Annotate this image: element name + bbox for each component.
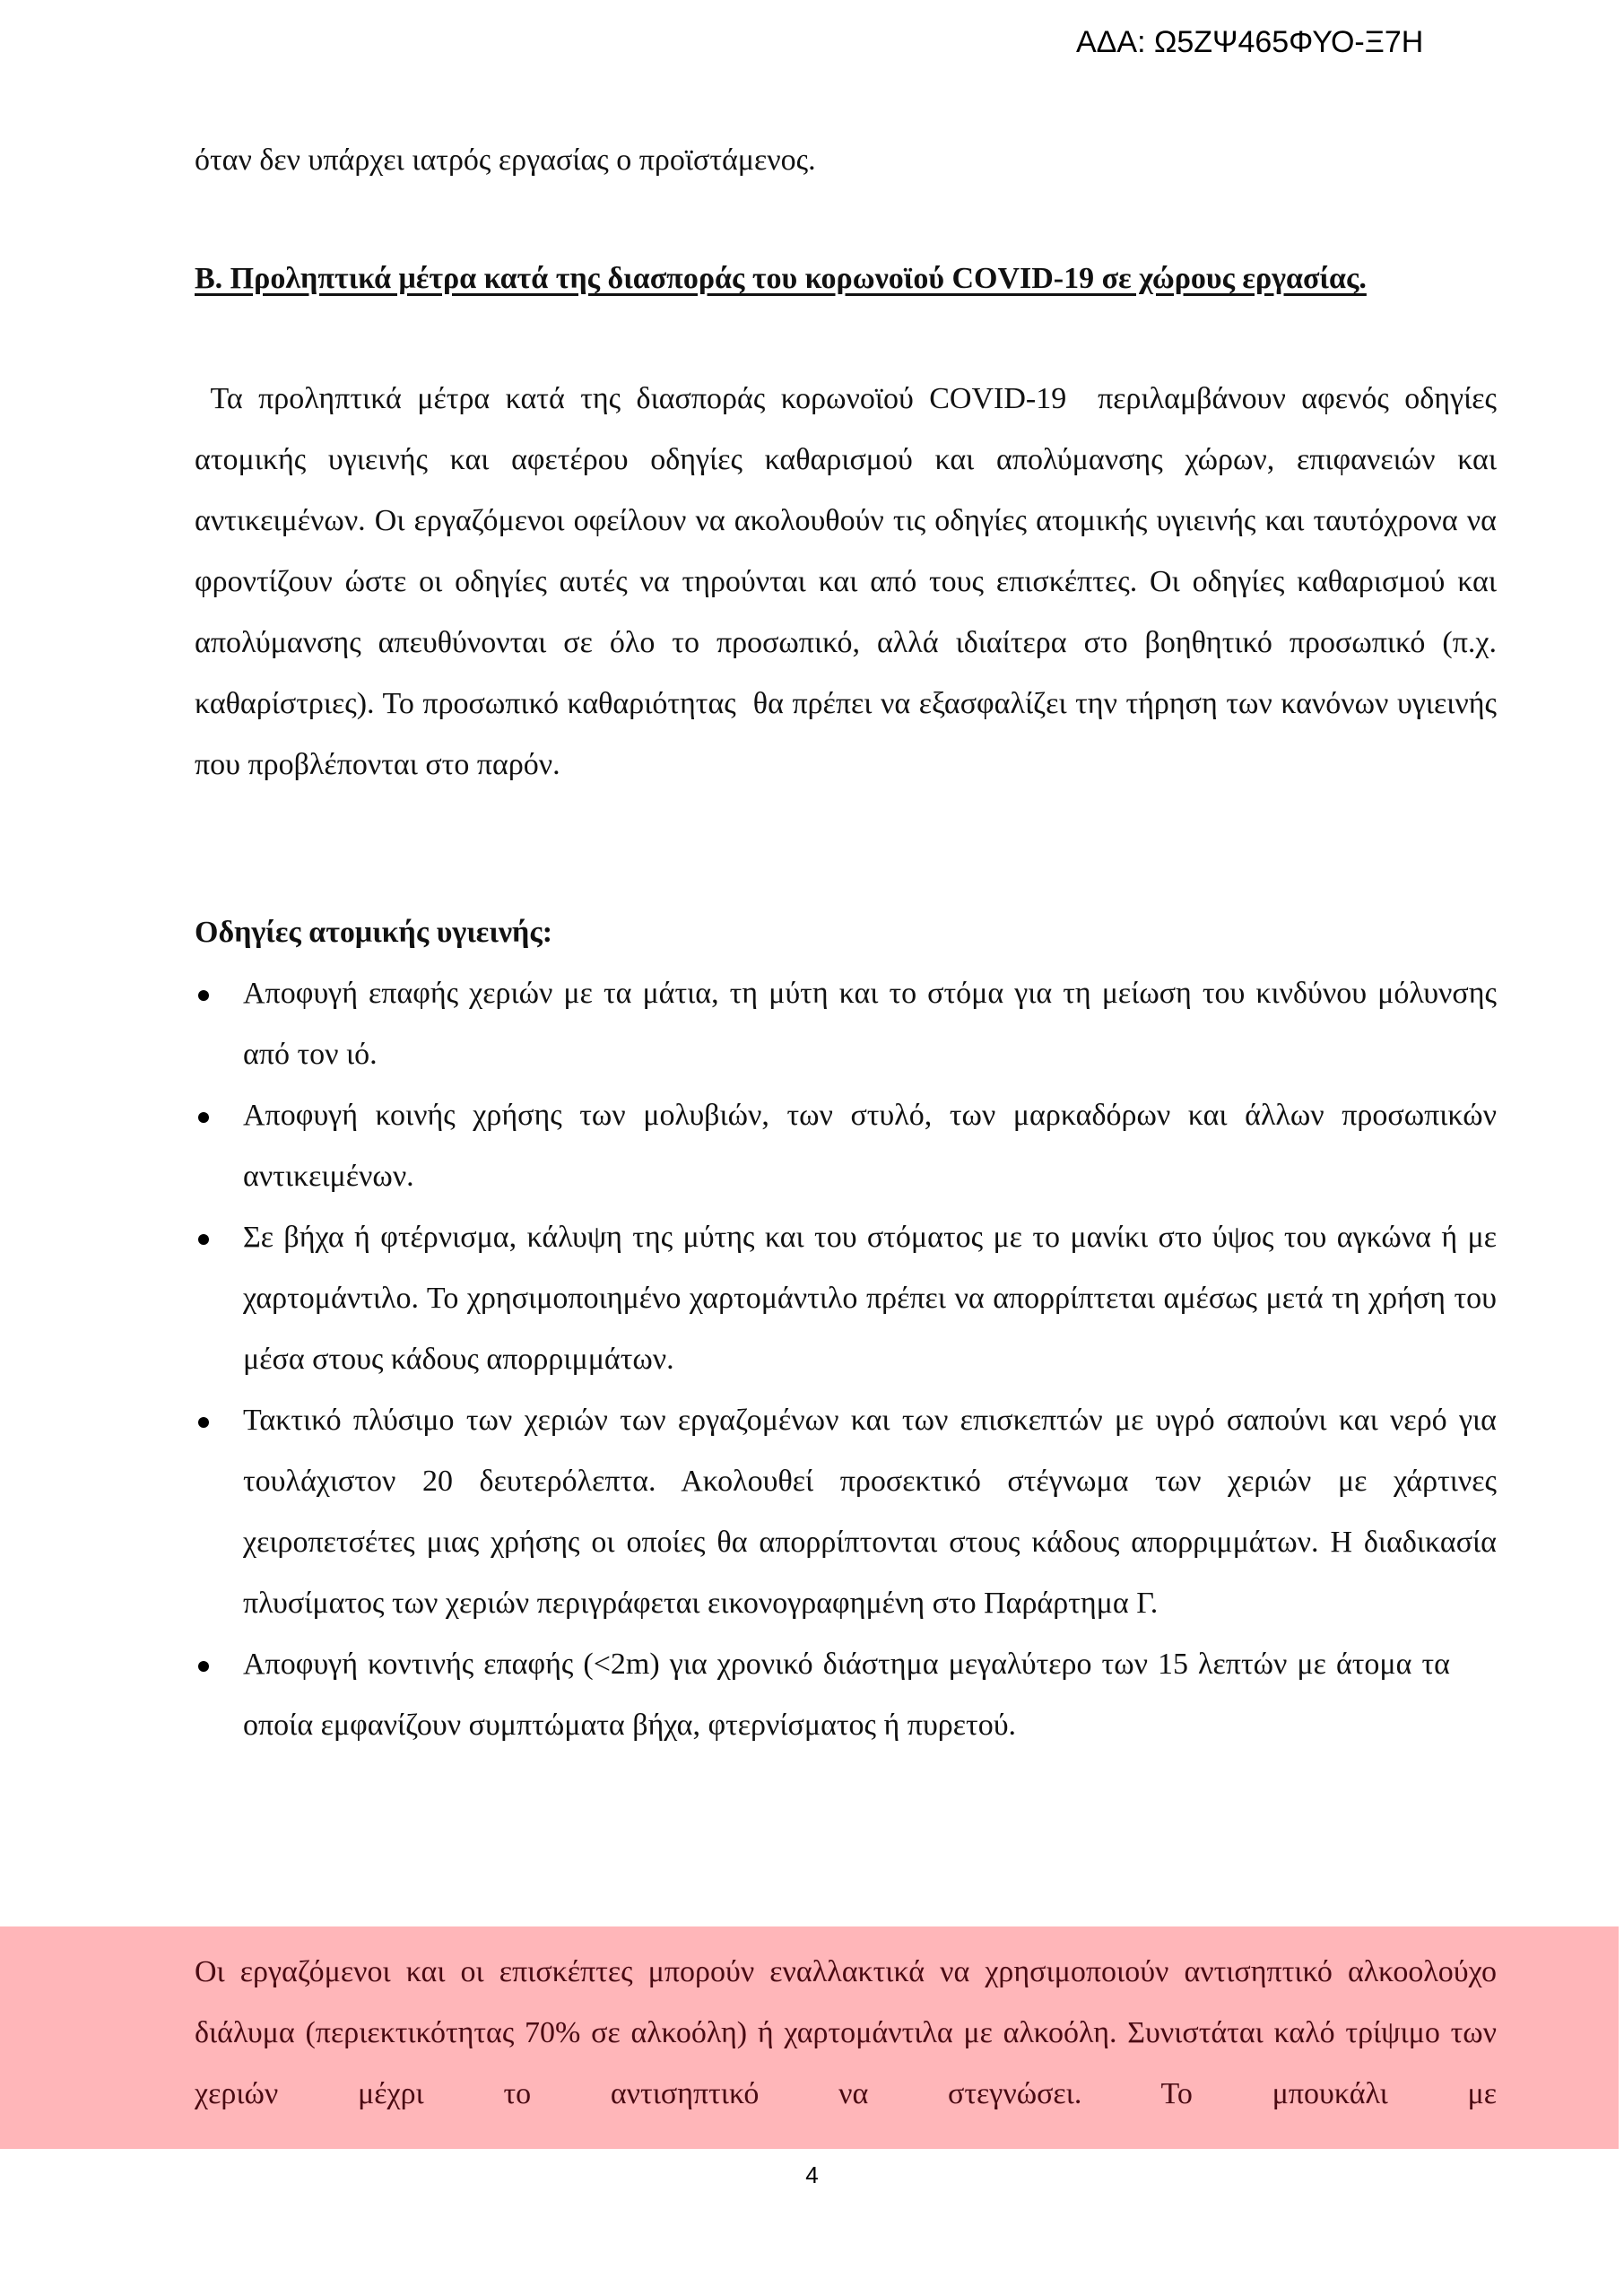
list-item: Αποφυγή κοντινής επαφής (<2m) για χρονικό διάστημα μεγαλύτερο των 15 λεπτών με άτομα τα οποία εμφανίζουν συμπτώματα βήχα, φτερνίσματος ή πυρετού.: [195, 1634, 1450, 1756]
list-item: Τακτικό πλύσιμο των χεριών των εργαζομένων και των επισκεπτών με υγρό σαπούνι και νερό για τουλάχιστον 20 δευτερόλεπτα. Ακολουθεί προσεκτικό στέγνωμα των χεριών με χάρτινες χειροπετσέτες μιας χρήσης οι οποίες θα απορρίπτονται στους κάδους απορριμμάτων. Η διαδικασία πλυσίματος των χεριών περιγράφεται εικονογραφημένη στο Παράρτημα Γ.: [195, 1390, 1497, 1634]
section-b-paragraph: Τα προληπτικά μέτρα κατά της διασποράς κορωνοϊού COVID-19 περιλαμβάνουν αφενός οδηγίες ατομικής υγιεινής και αφετέρου οδηγίες καθαρισμού και απολύμανσης χώρων, επιφανειών και αντικειμένων. Οι εργαζόμενοι οφείλουν να ακολουθούν τις οδηγίες ατομικής υγιεινής και ταυτόχρονα να φροντίζουν ώστε οι οδηγίες αυτές να τηρούνται και από τους επισκέπτες. Οι οδηγίες καθαρισμού και απολύμανσης απευθύνονται σε όλο το προσωπικό, αλλά ιδιαίτερα στο βοηθητικό προσωπικό (π.χ. καθαρίστριες). Το προσωπικό καθαριότητας θα πρέπει να εξασφαλίζει την τήρηση των κανόνων υγιεινής που προβλέπονται στο παρόν.: [195, 382, 1505, 781]
ada-document-code: ΑΔΑ: Ω5ΖΨ465ΦΥΟ-Ξ7Η: [1076, 25, 1424, 59]
list-item: Αποφυγή κοινής χρήσης των μολυβιών, των στυλό, των μαρκαδόρων και άλλων προσωπικών αντικειμένων.: [195, 1085, 1497, 1207]
list-item: Σε βήχα ή φτέρνισμα, κάλυψη της μύτης και του στόματος με το μανίκι στο ύψος του αγκώνα ή με χαρτομάντιλο. Το χρησιμοποιημένο χαρτομάντιλο πρέπει να απορρίπτεται αμέσως μετά τη χρήση του μέσα στους κάδους απορριμμάτων.: [195, 1207, 1497, 1390]
list-item: Αποφυγή επαφής χεριών με τα μάτια, τη μύτη και το στόμα για τη μείωση του κινδύνου μόλυνσης από τον ιό.: [195, 963, 1497, 1085]
highlighted-note-text: Οι εργαζόμενοι και οι επισκέπτες μπορούν εναλλακτικά να χρησιμοποιούν αντισηπτικό αλκοολούχο διάλυμα (περιεκτικότητας 70% σε αλκοόλη) ή χαρτομάντιλα με αλκοόλη. Συνιστάται καλό τρίψιμο των χεριών μέχρι το αντισηπτικό να στεγνώσει. Το μπουκάλι με: [195, 1955, 1497, 2110]
continuation-line: όταν δεν υπάρχει ιατρός εργασίας ο προϊστάμενος.: [195, 144, 816, 177]
section-b-heading: Β. Προληπτικά μέτρα κατά της διασποράς του κορωνοϊού COVID-19 σε χώρους εργασίας.: [195, 262, 1367, 295]
hygiene-bullet-list: [195, 963, 1497, 1756]
hygiene-heading: Οδηγίες ατομικής υγιεινής:: [195, 916, 553, 949]
page-number: 4: [805, 2161, 819, 2188]
